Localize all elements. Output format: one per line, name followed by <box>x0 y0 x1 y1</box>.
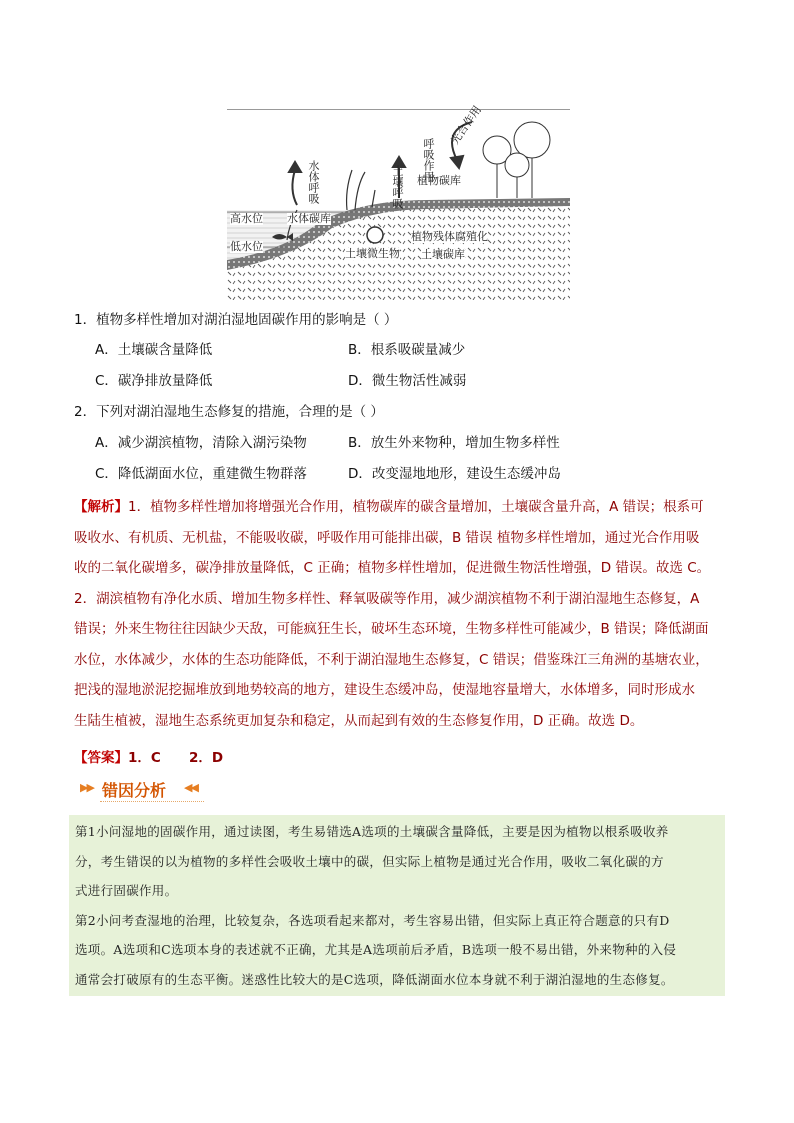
analysis-line-7: 把浅的湿地淤泥挖掘堆放到地势较高的地方，建设生态缓冲岛，使湿地容量增大，水体增多，同时形成水 <box>74 682 695 698</box>
question-1-stem: 1．植物多样性增加对湖泊湿地固碳作用的影响是（ ） <box>74 312 398 328</box>
error-line-3: 式进行固碳作用。 <box>75 883 178 898</box>
analysis-line-5: 错误；外来生物往往因缺少天敌，可能疯狂生长，破坏生态环境，生物多样性可能减少，B 错误；降低湖面 <box>74 621 709 637</box>
q1-option-a: A．土壤碳含量降低 <box>95 342 213 358</box>
header-underline <box>100 801 204 802</box>
q2-option-a: A．减少湖滨植物，清除入湖污染物 <box>95 435 307 451</box>
microbe-label: 土壤微生物 <box>345 247 400 260</box>
answer-tag: 【答案】 <box>74 750 128 766</box>
q1-option-b: B．根系吸碳量减少 <box>348 342 466 358</box>
plant-carbon-label: 植物碳库 <box>417 174 461 187</box>
analysis-line-8: 生陆生植被，湿地生态系统更加复杂和稳定，从而起到有效的生态修复作用，D 正确。故选 D。 <box>74 712 644 729</box>
error-line-1: 第1小问湿地的固碳作用，通过读图，考生易错选A选项的土壤碳含量降低，主要是因为植物以根系吸收养 <box>75 824 669 839</box>
error-analysis-box <box>69 815 725 996</box>
analysis-line-1: 【解析】1．植物多样性增加将增强光合作用，植物碳库的碳含量增加，土壤碳含量升高，A 错误；根系可 <box>74 499 704 515</box>
analysis-line-2: 吸收水、有机质、无机盐，不能吸收碳，呼吸作用可能排出碳，B 错误 植物多样性增加，通过光合作用吸 <box>74 529 700 546</box>
decay-label: 植物残体腐殖化 <box>411 230 488 243</box>
error-line-4: 第2小问考查湿地的治理，比较复杂，各选项看起来都对，考生容易出错，但实际上真正符合题意的只有D <box>75 912 670 928</box>
high-water-label: 高水位 <box>230 212 263 225</box>
analysis-block <box>74 492 734 736</box>
q1-option-d: D．微生物活性减弱 <box>348 373 467 389</box>
error-analysis-title: 错因分析 <box>102 781 167 800</box>
q2-option-c: C．降低湖面水位，重建微生物群落 <box>95 466 307 482</box>
error-line-6: 通常会打破原有的生态平衡。迷惑性比较大的是C选项，降低湖面水位本身就不利于湖泊湿地的生态修复。 <box>75 971 674 987</box>
error-line-2: 分，考生错误的以为植物的多样性会吸收土壤中的碳，但实际上植物是通过光合作用，吸收二氧化碳的方 <box>75 853 664 869</box>
q1-option-c: C．碳净排放量降低 <box>95 373 213 389</box>
water-respiration-label: 水体呼吸 <box>307 160 320 204</box>
soil-respiration-label: 土壤呼吸 <box>391 165 404 209</box>
answer-line <box>74 746 223 766</box>
analysis-line-3: 收的二氧化碳增多，碳净排放量降低，C 正确；植物多样性增加，促进微生物活性增强，D 错误。故选 C。 <box>74 560 711 576</box>
question-2-stem: 2．下列对湖泊湿地生态修复的措施，合理的是（ ） <box>74 404 384 420</box>
left-triangles-icon: ◀◀ <box>184 781 197 794</box>
analysis-line-6: 水位，水体减少，水体的生态功能降低，不利于湖泊湿地生态修复，C 错误；借鉴珠江三角洲的基塘农业， <box>74 651 709 668</box>
answer-text: 1．C 2．D <box>128 750 224 766</box>
error-analysis-header <box>80 775 206 803</box>
wetland-carbon-diagram <box>227 103 570 300</box>
low-water-label: 低水位 <box>230 240 263 253</box>
photosynthesis-label: 光合作用 <box>448 103 485 147</box>
q2-option-b: B．放生外来物种，增加生物多样性 <box>348 435 560 451</box>
error-line-5: 选项。A选项和C选项本身的表述就不正确，尤其是A选项前后矛盾，B选项一般不易出错，外来物种的入侵 <box>75 942 677 957</box>
q2-option-d: D．改变湿地地形，建设生态缓冲岛 <box>348 466 561 482</box>
soil-carbon-label: 土壤碳库 <box>421 248 465 261</box>
respiration-label: 呼吸作用 <box>422 138 435 182</box>
analysis-line-4: 2．湖滨植物有净化水质、增加生物多样性、释氧吸碳等作用，减少湖滨植物不利于湖泊湿地生态修复，A <box>74 590 700 607</box>
analysis-tag: 【解析】 <box>74 499 128 515</box>
right-triangles-icon: ▶▶ <box>80 781 93 794</box>
water-carbon-label: 水体碳库 <box>287 212 331 225</box>
